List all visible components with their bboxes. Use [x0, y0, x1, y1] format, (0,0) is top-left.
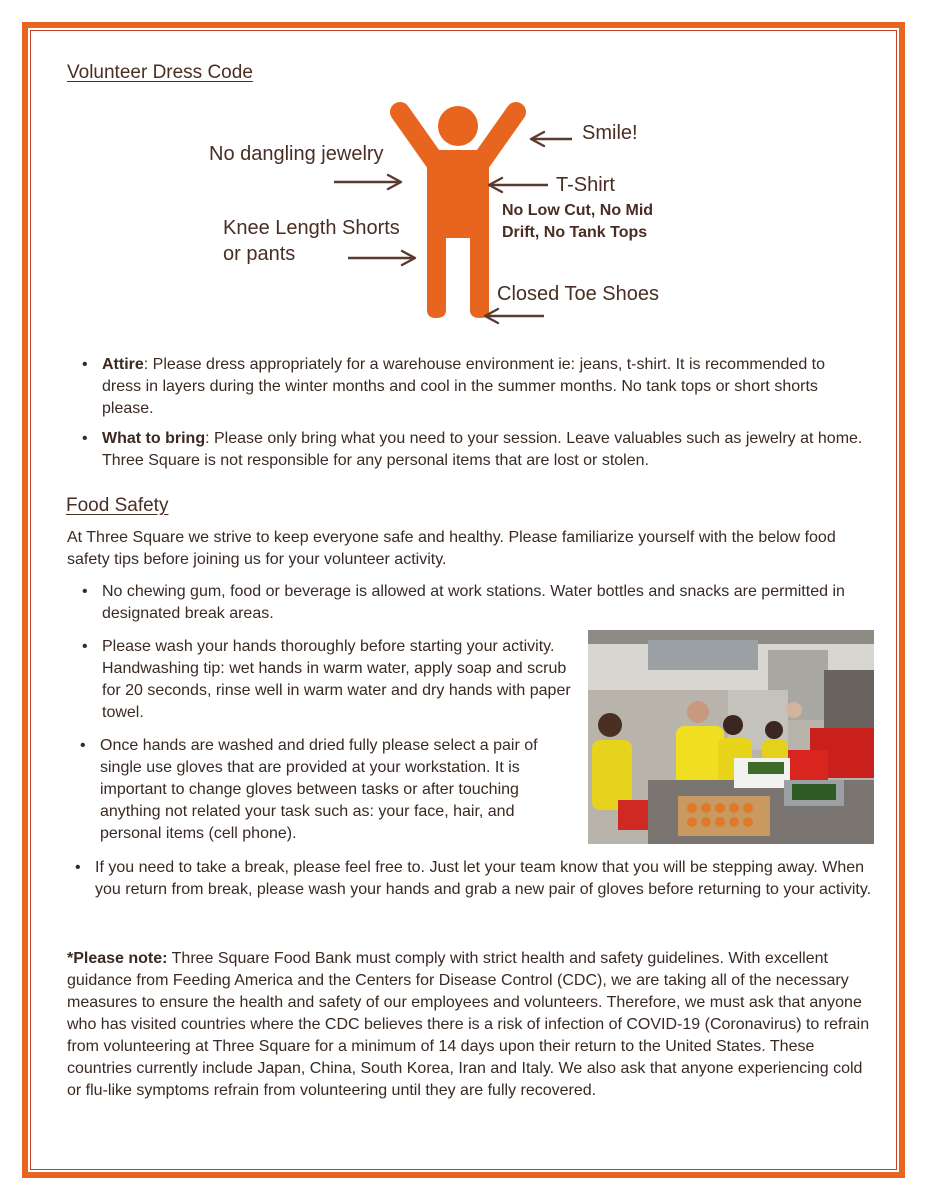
bullet-text: : Please dress appropriately for a warehouse environment ie: jeans, t-shirt. It is recommended to dress in layers during the winter months and cool in the summer months. No tank tops or short shorts please. [102, 356, 825, 417]
label-tshirt-note-2: Drift, No Tank Tops [502, 224, 648, 241]
label-tshirt-note-1: No Low Cut, No Mid [502, 202, 654, 219]
list-item: • Once hands are washed and dried fully please select a pair of single use gloves that are provided at your workstation. It is important to change gloves between tasks or after touching anything not related your task such as: your face, hair, and personal items (cell phone). [80, 737, 538, 842]
list-item: • Please wash your hands thoroughly before starting your activity. Handwashing tip: wet hands in warm water, apply soap and scrub for 20 seconds, rinse well in warm water and dry hands with paper towel. [82, 638, 571, 721]
label-shorts-1: Knee Length Shorts [223, 217, 400, 239]
food-safety-heading: Food Safety [66, 495, 169, 516]
label-shoes: Closed Toe Shoes [497, 283, 659, 305]
list-item: • Attire: Please dress appropriately for a warehouse environment ie: jeans, t-shirt. It is recommended to dress in layers during the winter months and cool in the summer months. No tank tops or short shorts please. [82, 356, 825, 417]
label-shorts-2: or pants [223, 243, 296, 265]
note-label: *Please note: [67, 950, 168, 967]
list-item: • No chewing gum, food or beverage is allowed at work stations. Water bottles and snacks are permitted in designated break areas. [82, 583, 845, 622]
bullet-term: What to bring [102, 430, 206, 447]
health-note [67, 948, 875, 1102]
list-item: • If you need to take a break, please feel free to. Just let your team know that you will be stepping away. When you return from break, please wash your hands and grab a new pair of gloves before returning to your activity. [75, 859, 872, 898]
label-jewelry: No dangling jewelry [209, 143, 384, 165]
note-text: Three Square Food Bank must comply with strict health and safety guidelines. With excellent guidance from Feeding America and the Centers for Disease Control (CDC), we are taking all of the necessary measures to ensure the health and safety of our employees and volunteers. Therefore, we must ask that anyone who has visited countries where the CDC believes there is a risk of infection of COVID-19 (Coronavirus) to refrain from volunteering at Three Square for a minimum of 14 days upon their return to the United States. These countries currently include Japan, China, South Korea, Iran and Italy. We also ask that anyone experiencing cold or flu-like symptoms refrain from volunteering until they are fully recovered. [67, 950, 870, 1099]
bullet-text: : Please only bring what you need to your session. Leave valuables such as jewelry at home. Three Square is not responsible for any personal items that are lost or stolen. [102, 430, 863, 469]
label-tshirt: T-Shirt [556, 174, 615, 196]
volunteers-photo [588, 630, 874, 844]
dress-code-heading: Volunteer Dress Code [67, 62, 253, 83]
dress-code-diagram [0, 0, 927, 340]
food-safety-intro: At Three Square we strive to keep everyone safe and healthy. Please familiarize yourself with the below food safety tips before joining us for your volunteer activity. [67, 529, 836, 568]
label-smile: Smile! [582, 122, 638, 144]
list-item: • What to bring: Please only bring what you need to your session. Leave valuables such as jewelry at home. Three Square is not responsible for any personal items that are lost or stolen. [82, 430, 863, 469]
bullet-term: Attire [102, 356, 144, 373]
